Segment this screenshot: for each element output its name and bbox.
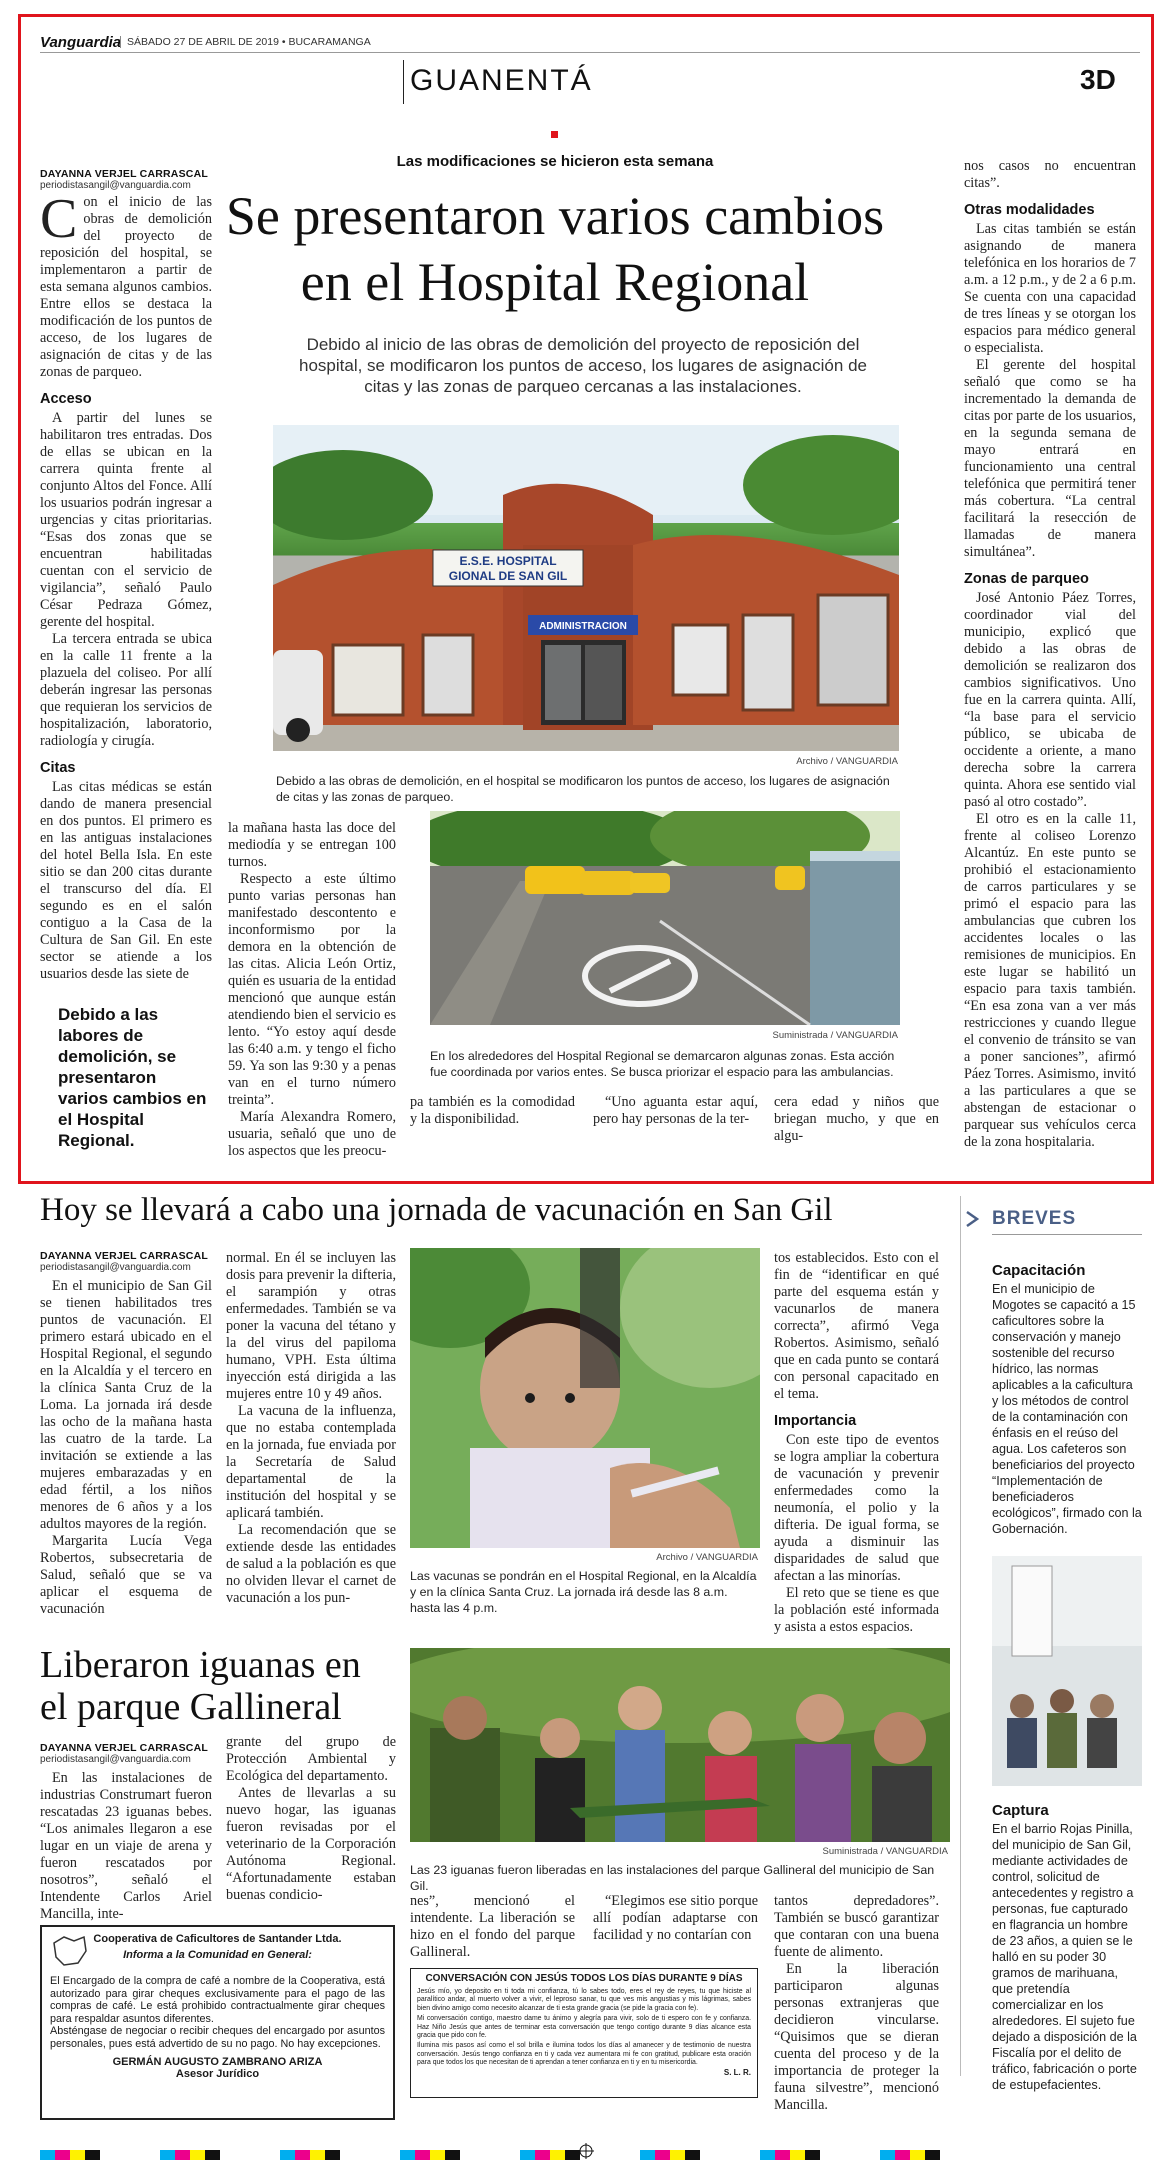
- ad-coop-subtitle: Informa a la Comunidad en General:: [123, 1949, 312, 1961]
- kicker: Las modificaciones se hicieron esta semana: [396, 153, 714, 170]
- main-column-5: [774, 1094, 939, 1145]
- ad-jesus-body3: Ilumina mis pasos así como el sol brilla e ilumina todos los días al amanecer y de testimonio de nuestra conversación. Jesús tengo confianza en ti y cada vez aumentara mi fe con gratitud, publicare esta oración para que todos los que necesitan de ti aprendan a tener confianza en ti y en tu misericordia.: [417, 2042, 751, 2067]
- main-column-2: [228, 820, 396, 1160]
- right-p1: Las citas también se están asignando de manera telefónica en los horarios de 7 a.m. a 12 p.m., y de 2 a 6 p.m. Se cuenta con una capacidad de tres líneas y se otorgan los espacios para médico general o especialista.: [964, 221, 1136, 356]
- ad-coop-body: El Encargado de la compra de café a nombre de la Cooperativa, está autorizado para girar cheques exclusivamente para el pago de las compras de café. Le está prohibido contractualmente girar cheques para respaldar asuntos diferentes.: [50, 1975, 385, 2025]
- pull-quote: Debido a las labores de demolición, se presentaron varios cambios en el Hospital Regional.: [58, 1005, 207, 1150]
- vac-col4-p1: tos establecidos. Esto con el fin de “identificar en qué parte del esquema están y vacunarlos de manera correcta”, afirmó Vega Robertos. Asimismo, señaló que en cada punto se contará con personal capacitado en el tema.: [774, 1250, 939, 1402]
- ad-coop-title: Cooperativa de Caficultores de Santander Ltda.: [93, 1933, 342, 1945]
- lead-paragraph: on el inicio de las obras de demolición del proyecto de reposición del hospital, se implementaron a partir de esta semana algunos cambios. Entre ellos se destaca la modificación de los puntos de acceso, de los lugares de asignación de citas y de las zonas de parqueo.: [40, 194, 212, 380]
- subhead-acceso: Acceso: [40, 391, 92, 407]
- igu-col3: nes”, mencionó el intendente. La liberación se hizo en el fondo del parque Gallineral.: [410, 1893, 575, 1960]
- citas-p1: Las citas médicas se están dando de manera presencial en dos puntos. El primero es en las antiguas instalaciones del hotel Bella Isla. En este sitio se dan 200 citas durante el transcurso del día. El segundo es en el salón contiguo a la Casa de la Cultura de San Gil. En este sector se atiende a los usuarios desde las siete de: [40, 779, 212, 982]
- vac-byline-name: DAYANNA VERJEL CARRASCAL: [40, 1250, 208, 1262]
- col2-p1: la mañana hasta las doce del mediodía y se entregan 100 turnos.: [228, 820, 396, 870]
- meeting-illustration: [992, 1556, 1142, 1786]
- ad-jesus-title: CONVERSACIÓN CON JESÚS TODOS LOS DÍAS DURANTE 9 DÍAS: [425, 1973, 743, 1984]
- main-column-3: [410, 1094, 575, 1128]
- breve1-title: Capacitación: [992, 1262, 1086, 1279]
- subhead-zonas: Zonas de parqueo: [964, 571, 1089, 587]
- vac-column-1: [40, 1278, 212, 1618]
- photo1-credit: Archivo / VANGUARDIA: [796, 756, 898, 767]
- byline-name: DAYANNA VERJEL CARRASCAL: [40, 168, 208, 180]
- igu-col1: En las instalaciones de industrias Construmart fueron rescatadas 23 iguanas bebes. “Los animales llegaron a ese lugar en un viaje de arena y fueron rescatados por nosotros”, señaló el Intendente Carlos Ariel Mancilla, inte-: [40, 1770, 212, 1922]
- vac-byline-email: periodistasangil@vanguardia.com: [40, 1262, 191, 1273]
- vacunacion-byline: [40, 1250, 220, 1273]
- breves-photo: [992, 1556, 1142, 1786]
- igu-column-1: [40, 1770, 212, 1923]
- brand-logo: Vanguardia: [40, 34, 122, 51]
- parking-illustration: [430, 811, 900, 1025]
- vaccine-illustration: [410, 1248, 760, 1548]
- ad-cooperativa: [40, 1925, 395, 2120]
- section-divider: [403, 60, 404, 104]
- ad-jesus-body: Jesús mío, yo deposito en ti toda mi confianza, tú lo sabes todo, eres el rey de reyes, tu que hiciste al paralítico andar, al muerto volver a vivir, el leproso sanar, tu que ves mis angustias y mis lágrimas, sabes bien divino amigo como necesito alcanzar de ti esta grande gracia (se pide la gracia con fe).: [417, 1988, 751, 2012]
- igu-col2-p1: grante del grupo de Protección Ambiental y Ecológica del departamento.: [226, 1734, 396, 1784]
- vac-column-2: [226, 1250, 396, 1607]
- section-title: GUANENTÁ: [410, 64, 593, 97]
- vac-col4-p3: El reto que se tiene es que la población esté informada y asista a estos espacios.: [774, 1585, 939, 1635]
- ad-coop-role: Asesor Jurídico: [175, 2068, 260, 2080]
- vac-col2-p3: La recomendación que se extiende desde las entidades de salud a la población es que no olviden llevar el carnet de vacunación a los pun-: [226, 1522, 396, 1606]
- ad-coop-body2: Absténgase de negociar o recibir cheques del encargado por asuntos personales, pues está advertido de su no pago. No hay excepciones.: [50, 2025, 385, 2050]
- vac-col1-p1: En el municipio de San Gil se tienen habilitados tres puntos de vacunación. El primero estará ubicado en el Hospital Regional, el segundo en la Alcaldía y el tercero en la clínica Santa Cruz de la Loma. La jornada irá desde las ocho de la mañana hasta las cuatro de la tarde. La invitación se extiende a las mujeres embarazadas y en edad fértil, a los niños menores de 6 años y a los adultos mayores de la región.: [40, 1278, 212, 1532]
- igu-photo-caption: Las 23 iguanas fueron liberadas en las instalaciones del parque Gallineral del municipio de San Gil.: [410, 1863, 935, 1893]
- sign-admin: ADMINISTRACION: [539, 621, 627, 632]
- iguanas-byline: [40, 1742, 220, 1765]
- map-logo-icon: [50, 1933, 90, 1969]
- igu-byline-name: DAYANNA VERJEL CARRASCAL: [40, 1742, 208, 1754]
- main-column-1: [40, 188, 212, 983]
- igu-column-2: [226, 1734, 396, 1904]
- right-p3: José Antonio Páez Torres, coordinador vial del municipio, explicó que debido a las obras de demolición se realizaron dos cambios significativos. Uno fue en la carrera quinta. Allí, “la base para el servicio público, se ubicaba de occidente a oriente, a mano derecha sobre la carrera quinta. Ahora ese sentido vial pasó al otro costado”.: [964, 590, 1136, 810]
- right-p0: nos casos no encuentran citas”.: [964, 158, 1136, 191]
- ad-coop-signer: GERMÁN AUGUSTO ZAMBRANO ARIZA: [112, 2056, 323, 2068]
- vac-col1-p2: Margarita Lucía Vega Robertos, subsecretaria de Salud, señaló que se va aplicar el esquema de vacunación: [40, 1533, 212, 1617]
- dateline: SÁBADO 27 DE ABRIL DE 2019 • BUCARAMANGA: [120, 36, 371, 48]
- page-number: 3D: [1080, 64, 1116, 95]
- iguanas-headline-line2: el parque Gallineral: [40, 1686, 342, 1728]
- header-rule: [40, 52, 1140, 53]
- main-column-4: [593, 1094, 758, 1128]
- acceso-p2: La tercera entrada se ubica en la calle 11 frente a la plazuela del coliseo. Por allí deberán ingresar las personas que requieran los servicios de hospitalización, laboratorio, radiología y cirugía.: [40, 631, 212, 749]
- vac-column-4: [774, 1250, 939, 1636]
- col2-p3: María Alexandra Romero, usuaria, señaló que uno de los aspectos que les preocu-: [228, 1109, 396, 1159]
- iguanas-headline-line1: Liberaron iguanas en: [40, 1644, 361, 1686]
- sign-line1: E.S.E. HOSPITAL: [459, 554, 557, 568]
- ad-jesus-body2: Mi conversación contigo, maestro dame tu ánimo y alegría para vivir, solo de ti espero con fe y confianza. Haz Niño Jesús que antes de terminar esta conversación que tengo contigo durante 9 días alcance esta gracia que pido con fe.: [417, 2015, 751, 2040]
- breve1-text: En el municipio de Mogotes se capacitó a 15 caficultores sobre la conservación y manejo sostenible del recurso hídrico, las normas aplicables a la caficultura y los métodos de control de la contaminación con énfasis en el reúso del agua. Los cafeteros son beneficiarios del proyecto “Implementación de beneficiaderos ecológicos”, firmado con la Gobernación.: [992, 1282, 1142, 1536]
- headline-line1: Se presentaron varios cambios: [225, 186, 885, 246]
- parking-photo: [430, 811, 900, 1025]
- igu-col4: “Elegimos ese sitio porque allí podían adaptarse con facilidad y no contarían con: [593, 1893, 758, 1943]
- hospital-illustration: [273, 425, 899, 751]
- right-p2: El gerente del hospital señaló que como se ha incrementado la demanda de citas por parte de los usuarios, en la segunda semana de mayo entrará en funcionamiento una central telefónica que permitirá tener más cobertura. “La central facilitará la resección de llamadas de manera simultánea”.: [964, 357, 1136, 560]
- igu-column-5: [774, 1893, 939, 2114]
- breves-divider: [960, 1196, 961, 2076]
- vacunacion-headline: Hoy se llevará a cabo una jornada de vacunación en San Gil: [40, 1192, 833, 1228]
- headline-line2: en el Hospital Regional: [300, 252, 810, 312]
- igu-column-3: [410, 1893, 575, 1961]
- breves-label: BREVES: [992, 1208, 1077, 1229]
- hospital-photo: [273, 425, 899, 751]
- col3-text: pa también es la comodidad y la disponibilidad.: [410, 1094, 575, 1127]
- photo1-caption: Debido a las obras de demolición, en el hospital se modificaron los puntos de acceso, los lugares de asignación de citas y las zonas de parqueo.: [276, 774, 890, 804]
- igu-col5-p1: tantos depredadores”. También se buscó garantizar que contaran con una buena fuente de alimento.: [774, 1893, 939, 1960]
- vac-col2-p1: normal. En él se incluyen las dosis para prevenir la difteria, el sarampión y otras enfermedades. También se va poner la vacuna del tétano y la del virus del papiloma humano, VPH. Esta última inyección está dirigida a las mujeres entre 10 y 49 años.: [226, 1250, 396, 1402]
- sign-line2: GIONAL DE SAN GIL: [448, 569, 568, 583]
- vac-photo-caption: Las vacunas se pondrán en el Hospital Regional, en la Alcaldía y en la clínica Santa Cruz. La jornada irá desde las 8 a.m. hasta las 4 p.m.: [410, 1569, 757, 1615]
- ad-jesus-initials: S. L. R.: [723, 2067, 751, 2077]
- col5-text: cera edad y niños que briegan mucho, y que en algu-: [774, 1094, 939, 1144]
- igu-column-4: [593, 1893, 758, 1944]
- right-p4: El otro es en la calle 11, frente al coliseo Lorenzo Alcantúz. En este punto se prohibió el estacionamiento de carros particulares y se primó el espacio para las ambulancias que cubren los accidentes locales o las remisiones de municipios. En este lugar se habilitó un espacio para taxis también. “En esa zona van a ver más restricciones y cuando llegue el convenio de tránsito se van a poner sanciones”, afirmó Páez Torres. Asimismo, invitó a las particulares a que se abstengan de estacionar o parquear sus vehículos cerca de la zona hospitalaria.: [964, 811, 1136, 1150]
- igu-col2-p2: Antes de llevarlas a su nuevo hogar, las iguanas fueron revisadas por el veterinario de la Corporación Autónoma Regional. “Afortunadamente estaban buenas condicio-: [226, 1785, 396, 1903]
- subhead-citas: Citas: [40, 760, 76, 776]
- vac-col4-p2: Con este tipo de eventos se logra ampliar la cobertura de vacunación y prevenir enfermedades como la neumonía, el polio y la difteria. De igual forma, se ayuda a disminuir las disparidades de salud que afectan a las minorías.: [774, 1432, 939, 1584]
- breves-rule: [992, 1234, 1142, 1235]
- deck: Debido al inicio de las obras de demolición del proyecto de reposición del hospital, se modificaron los puntos de acceso, los lugares de asignación de citas y las zonas de parqueo cercanas a las instalaciones.: [299, 335, 867, 396]
- acceso-p1: A partir del lunes se habilitaron tres entradas. Dos de ellas se ubican en la carrera quinta frente al conjunto Altos del Fonce. Allí los usuarios podrán ingresar a urgencias y citas prioritarias. “Esas dos zonas que se encuentran habilitadas cuentan con el servicio de vigilancia”, señaló Paulo César Pedraza Gómez, gerente del hospital.: [40, 410, 212, 630]
- ad-conversacion: [410, 1968, 758, 2098]
- vaccine-photo: [410, 1248, 760, 1548]
- iguanas-photo: [410, 1648, 950, 1842]
- igu-col5-p2: En la liberación participaron algunas personas extranjeras que decidieron vincularse. “Quisimos que se dieran cuenta del proceso y de la importancia de proteger la fauna silvestre”, mencionó Mancilla.: [774, 1961, 939, 2113]
- kicker-dot: [551, 131, 558, 138]
- subhead-importancia: Importancia: [774, 1413, 857, 1429]
- breves-chevron-icon: [965, 1210, 983, 1228]
- registration-mark-icon: [578, 2143, 594, 2159]
- subhead-otras: Otras modalidades: [964, 202, 1095, 218]
- vac-col2-p2: La vacuna de la influenza, que no estaba contemplada en la jornada, fue enviada por la Secretaría de Salud departamental de la institución del hospital y se aplicará también.: [226, 1403, 396, 1521]
- iguanas-illustration: [410, 1648, 950, 1842]
- breve2-text: En el barrio Rojas Pinilla, del municipio de San Gil, mediante actividades de control, solicitud de antecedentes y registro a personas, fue capturado en flagrancia un hombre de 23 años, a quien se le halló en su poder 30 gramos de marihuana, que pretendía comercializar en los alrededores. El sujeto fue dejado a disposición de la Fiscalía por el delito de tráfico, fabricación o porte de estupefacientes.: [992, 1822, 1137, 2092]
- col2-p2: Respecto a este último punto varias personas han manifestado descontento e inconformismo por la demora en la obtención de las citas. Alicia León Ortiz, quién es usuaria de la entidad mencionó que aunque están atendiendo bien el servicio es lento. “Yo estoy aquí desde las 6:40 a.m. y tengo el ficho 59. Ya son las 9:30 y a penas van en el turno número treinta”.: [228, 871, 396, 1108]
- photo2-credit: Suministrada / VANGUARDIA: [772, 1030, 898, 1041]
- breve2-title: Captura: [992, 1802, 1049, 1819]
- main-column-right: [964, 158, 1136, 1151]
- igu-byline-email: periodistasangil@vanguardia.com: [40, 1754, 191, 1765]
- drop-cap: C: [40, 188, 78, 250]
- igu-photo-credit: Suministrada / VANGUARDIA: [822, 1846, 948, 1857]
- col4-text: “Uno aguanta estar aquí, pero hay personas de la ter-: [593, 1094, 758, 1127]
- byline-email: periodistasangil@vanguardia.com: [40, 180, 191, 191]
- photo2-caption: En los alrededores del Hospital Regional se demarcaron algunas zonas. Esta acción fue coordinada por varios entes. Se busca priorizar el espacio para las ambulancias.: [430, 1049, 895, 1079]
- vac-photo-credit: Archivo / VANGUARDIA: [656, 1552, 758, 1563]
